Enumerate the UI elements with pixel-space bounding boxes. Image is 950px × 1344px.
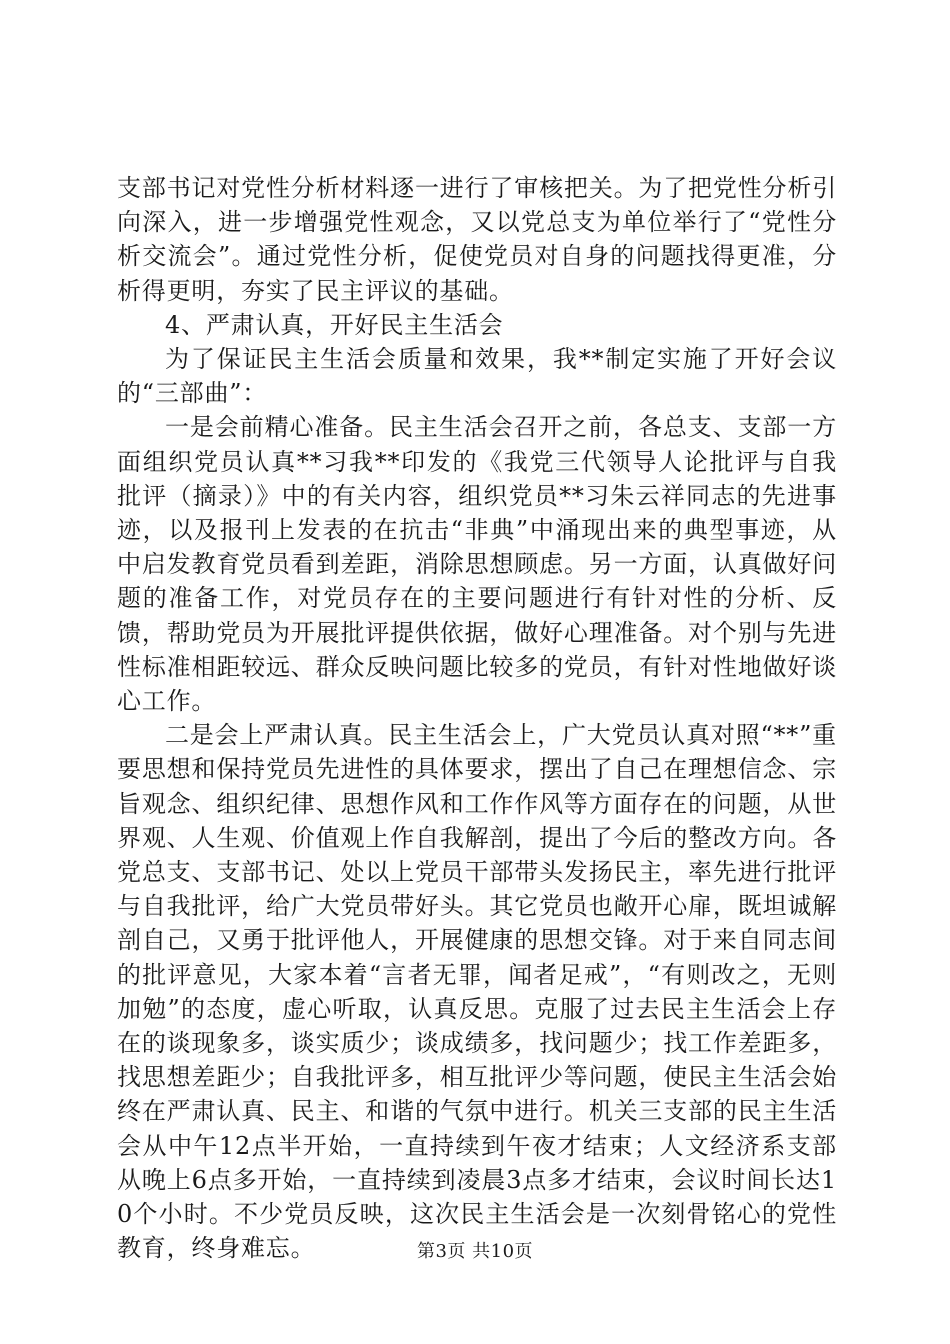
section-heading: 4、严肃认真，开好民主生活会	[165, 310, 504, 339]
document-body	[117, 171, 837, 1266]
paragraph-preparation: 一是会前精心准备。民主生活会召开之前，各总支、支部一方面组织党员认真**习我**印发的《我党三代领导人论批评与自我批评（摘录）》中的有关内容，组织党员**习朱云祥同志的先进事迹，以及报刊上发表的在抗击“非典”中涌现出来的典型事迹，从中启发教育党员看到差距，消除思想顾虑。另一方面，认真做好问题的准备工作，对党员存在的主要问题进行有针对性的分析、反馈，帮助党员为开展批评提供依据，做好心理准备。对个别与先进性标准相距较远、群众反映问题比较多的党员，有针对性地做好谈心工作。	[117, 413, 837, 716]
paragraph-meeting: 二是会上严肃认真。民主生活会上，广大党员认真对照“**”重要思想和保持党员先进性的具体要求，摆出了自己在理想信念、宗旨观念、组织纪律、思想作风和工作作风等方面存在的问题，从世界观、人生观、价值观上作自我解剖，提出了今后的整改方向。各党总支、支部书记、处以上党员干部带头发扬民主，率先进行批评与自我批评，给广大党员带好头。其它党员也敞开心扉，既坦诚解剖自己，又勇于批评他人，开展健康的思想交锋。对于来自同志间的批评意见，大家本着“言者无罪，闻者足戒”，“有则改之，无则加勉”的态度，虚心听取，认真反思。克服了过去民主生活会上存在的谈现象多，谈实质少；谈成绩多，找问题少；找工作差距多，找思想差距少；自我批评多，相互批评少等问题，使民主生活会始终在严肃认真、民主、和谐的气氛中进行。机关三支部的民主生活会从中午12点半开始，一直持续到午夜才结束；人文经济系支部从晚上6点多开始，一直持续到凌晨3点多才结束，会议时间长达10个小时。不少党员反映，这次民主生活会是一次刻骨铭心的党性教育，终身难忘。	[117, 721, 837, 1263]
paragraph-intro: 为了保证民主生活会质量和效果，我**制定实施了开好会议的“三部曲”：	[117, 345, 837, 408]
page-footer: 第3页 共10页	[416, 1241, 534, 1262]
paragraph-continuation: 支部书记对党性分析材料逐一进行了审核把关。为了把党性分析引向深入，进一步增强党性观念，又以党总支为单位举行了“党性分析交流会”。通过党性分析，促使党员对自身的问题找得更准，分析得更明，夯实了民主评议的基础。	[117, 174, 837, 305]
